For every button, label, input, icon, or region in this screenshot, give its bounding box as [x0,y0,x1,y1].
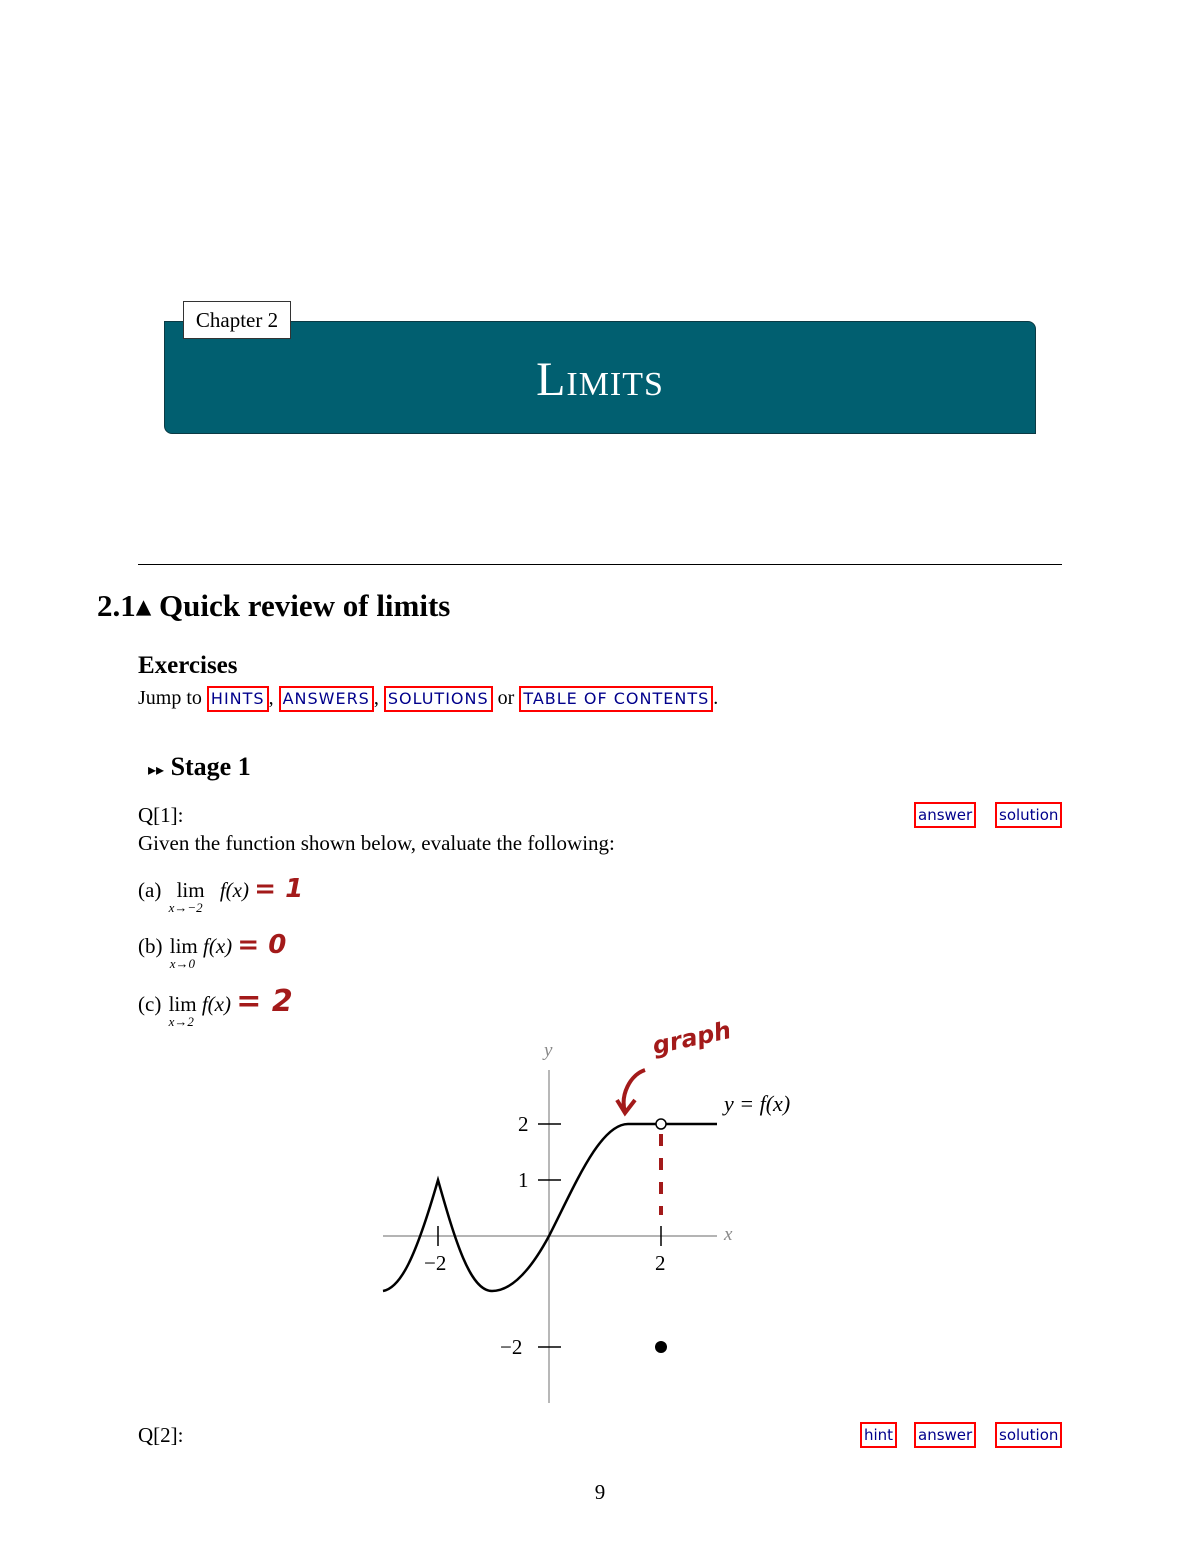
separator: , [268,687,274,709]
curve-label: y = f(x) [724,1091,791,1116]
open-point [656,1119,666,1129]
lim: lim [168,992,197,1016]
stage-title: Stage 1 [170,752,251,781]
lim: lim [176,878,205,902]
handwritten-answer: = 1 [254,874,304,904]
separator: , [373,687,379,709]
x-tick-label: −2 [424,1251,447,1275]
y-tick-label: 2 [518,1112,529,1136]
y-axis-label: y [544,1040,553,1061]
handwritten-answer: = 0 [237,930,287,960]
limit-subscript: x→0 [169,956,196,971]
lim: lim [169,934,198,958]
x-tick-label: 2 [655,1251,666,1275]
table-of-contents-link[interactable]: TABLE OF CONTENTS [519,686,713,712]
q2-answer-button[interactable]: answer [914,1422,976,1448]
q1-prompt: Given the function shown below, evaluate the following: [138,831,615,855]
jump-prefix: Jump to [138,687,202,709]
solutions-link[interactable]: SOLUTIONS [384,686,493,712]
section-title: 2.1▴ Quick review of limits [97,588,451,623]
exercises-heading: Exercises [138,652,238,679]
answers-link[interactable]: ANSWERS [279,686,374,712]
period: . [713,687,719,709]
q1-solution-button[interactable]: solution [995,802,1062,828]
part-tag: (c) [138,992,162,1016]
double-triangle-icon: ▸▸ [148,762,165,779]
filled-point [655,1341,667,1353]
or-text: or [497,687,515,709]
y-tick-label: 1 [518,1168,529,1192]
chapter-label: Chapter 2 [183,301,291,339]
handwritten-annotation: graph [649,1016,734,1060]
function-expr: f(x) [203,934,233,958]
page-number: 9 [594,1480,606,1504]
chapter-title: Limits [536,353,664,406]
handwritten-arrow [617,1070,645,1113]
part-tag: (a) [138,878,162,902]
part-tag: (b) [138,934,163,958]
q2-label: Q[2]: [138,1423,184,1447]
handwritten-answer: = 2 [236,984,293,1019]
limit-subscript: x→2 [168,1014,194,1029]
q1-answer-button[interactable]: answer [914,802,976,828]
q2-solution-button[interactable]: solution [995,1422,1062,1448]
q2-hint-button[interactable]: hint [860,1422,897,1448]
y-tick-label: −2 [500,1335,523,1359]
q1-label: Q[1]: [138,803,184,827]
limit-subscript: x→−2 [168,900,203,915]
function-expr: f(x) [219,878,249,902]
x-axis-label: x [724,1224,733,1245]
function-expr: f(x) [201,992,231,1016]
hints-link[interactable]: HINTS [207,686,269,712]
